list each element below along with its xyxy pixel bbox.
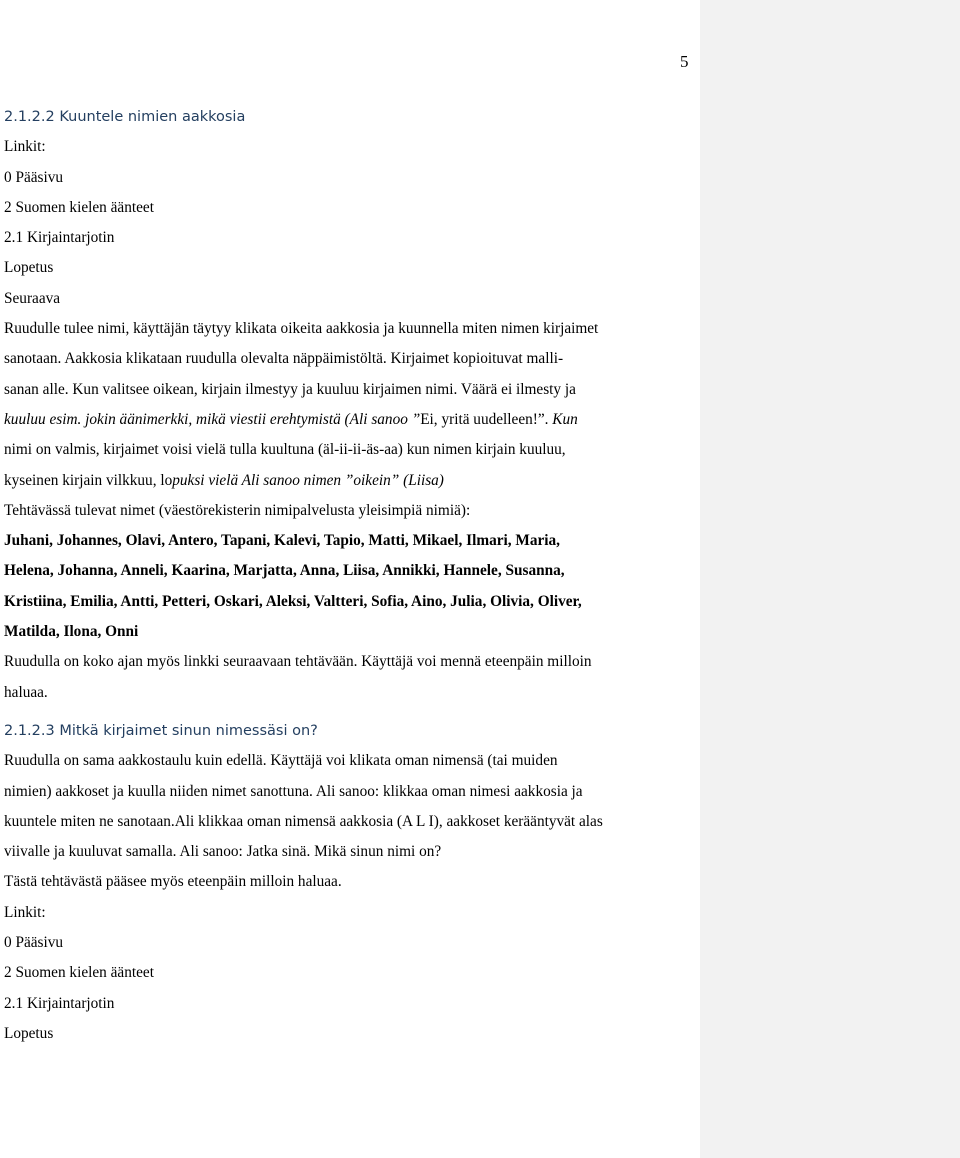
names-list-line: Kristiina, Emilia, Antti, Petteri, Oskari, Aleksi, Valtteri, Sofia, Aino, Julia, Olivia, Oliver,: [4, 592, 582, 610]
body-text-mixed: [4, 405, 694, 435]
body-text-mixed: [4, 466, 694, 496]
links-label: Linkit:: [4, 903, 46, 921]
names-list-line: Juhani, Johannes, Olavi, Antero, Tapani, Kalevi, Tapio, Matti, Mikael, Ilmari, Maria,: [4, 532, 560, 550]
plain-text: Ei, yritä uudelleen!”.: [420, 410, 549, 428]
italic-text: puksi vielä Ali sanoo nimen ”oikein” (Liisa): [172, 471, 444, 489]
link-suomen-kielen-aanteet[interactable]: 2 Suomen kielen äänteet: [4, 964, 154, 982]
section-heading-kuuntele: 2.1.2.2 Kuuntele nimien aakkosia: [4, 109, 246, 125]
names-list-line: Matilda, Ilona, Onni: [4, 623, 139, 641]
link-seuraava[interactable]: Seuraava: [4, 289, 61, 307]
body-text: haluaa.: [4, 683, 48, 701]
body-text: Tästä tehtävästä pääsee myös eteenpäin milloin haluaa.: [4, 873, 342, 891]
body-text: nimien) aakkoset ja kuulla niiden nimet sanottuna. Ali sanoo: klikkaa oman nimesi aakkosia ja: [4, 782, 583, 800]
link-suomen-kielen-aanteet[interactable]: 2 Suomen kielen äänteet: [4, 198, 154, 216]
body-text: sanotaan. Aakkosia klikataan ruudulla olevalta näppäimistöltä. Kirjaimet kopioituvat malli-: [4, 350, 564, 368]
plain-text: kyseinen kirjain vilkkuu, lo: [4, 471, 173, 489]
link-paasivu[interactable]: 0 Pääsivu: [4, 934, 64, 952]
link-lopetus[interactable]: Lopetus: [4, 259, 54, 277]
names-list-line: Helena, Johanna, Anneli, Kaarina, Marjatta, Anna, Liisa, Annikki, Hannele, Susanna,: [4, 562, 565, 580]
italic-text: kuuluu esim. jokin äänimerkki, mikä viestii erehtymistä (Ali sanoo ”: [4, 410, 421, 428]
page-number: 5: [680, 52, 689, 71]
italic-text: Kun: [548, 410, 578, 428]
body-text: Ruudulla on sama aakkostaulu kuin edellä. Käyttäjä voi klikata oman nimensä (tai muiden: [4, 752, 558, 770]
body-text: viivalle ja kuuluvat samalla. Ali sanoo: Jatka sinä. Mikä sinun nimi on?: [4, 843, 442, 861]
link-lopetus[interactable]: Lopetus: [4, 1024, 54, 1042]
link-paasivu[interactable]: 0 Pääsivu: [4, 168, 64, 186]
body-text: sanan alle. Kun valitsee oikean, kirjain ilmestyy ja kuuluu kirjaimen nimi. Väärä ei ilmesty ja: [4, 380, 576, 398]
comment-margin-pane: [700, 0, 960, 1158]
document-body: [4, 102, 694, 1049]
section-heading-mitka-kirjaimet: 2.1.2.3 Mitkä kirjaimet sinun nimessäsi on?: [4, 722, 318, 739]
link-kirjaintarjotin[interactable]: 2.1 Kirjaintarjotin: [4, 994, 115, 1012]
body-text: Ruudulla on koko ajan myös linkki seuraavaan tehtävään. Käyttäjä voi mennä eteenpäin milloin: [4, 653, 592, 671]
body-text: nimi on valmis, kirjaimet voisi vielä tulla kuultuna (äl-ii-ii-äs-aa) kun nimen kirjain kuuluu,: [4, 441, 566, 459]
section-spacer: [4, 708, 694, 716]
body-text: kuuntele miten ne sanotaan.Ali klikkaa oman nimensä aakkosia (A L I), aakkoset kerääntyvät alas: [4, 812, 603, 830]
links-label: Linkit:: [4, 138, 46, 156]
link-kirjaintarjotin[interactable]: 2.1 Kirjaintarjotin: [4, 229, 115, 247]
names-intro: Tehtävässä tulevat nimet (väestörekisterin nimipalvelusta yleisimpiä nimiä):: [4, 501, 471, 519]
body-text: Ruudulle tulee nimi, käyttäjän täytyy klikata oikeita aakkosia ja kuunnella miten nimen kirjaimet: [4, 320, 599, 338]
